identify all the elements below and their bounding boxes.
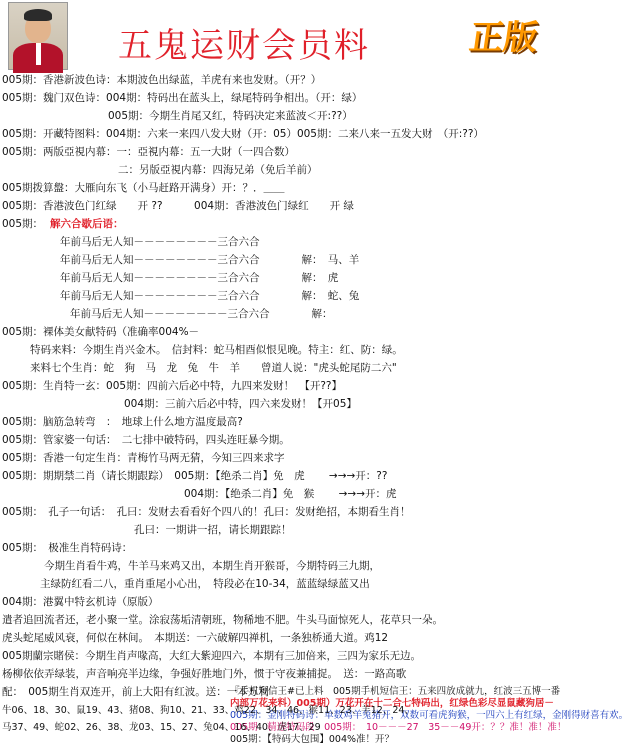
line: 005期：香港新波色诗：本期波色出绿蓝，羊虎有来也发财。（开？） bbox=[2, 74, 322, 86]
line: 005期：金刚特码诗：单数鸡羊兔猪开，双数可看虎狗猴，一四六上有红绿，金刚得财喜有欢。 bbox=[230, 710, 628, 721]
zodiac-numbers-row: 牛06、18、30、鼠19、43、猪08、狗10、21、33、鸡22、34、46、猴11、23、羊12、24、 bbox=[2, 705, 414, 716]
line: 005期： bbox=[2, 218, 44, 230]
line: 005期：生肖特一玄：005期：四前六后必中特，九四来发财！ 【开??】 bbox=[2, 380, 342, 392]
line: 年前马后无人知－－－－－－－－三合六合 解： 马、羊 bbox=[60, 254, 360, 266]
line: 005期：香港波色门红绿 开 ?? 004期：香港波色门绿红 开 绿 bbox=[2, 200, 354, 212]
line: 今期生肖看牛鸡，牛羊马来鸡又出，本期生肖开猴哥，今期特码三九期， bbox=[44, 560, 380, 572]
line: 005期：两版亞視内幕：一：亞視内幕：五一大財（一四合数） bbox=[2, 146, 296, 158]
line: 005期：开藏特图料：004期：六来一来四八发大财（开：05）005期：二来八来一五发大财 （开:??） bbox=[2, 128, 484, 140]
line: 年前马后无人知－－－－－－－－三合六合 解： 虎 bbox=[60, 272, 339, 284]
line: 005期拨算盤：大雁向东飞（小马赶路开满身）开：？．＿＿ bbox=[2, 182, 285, 194]
line: 杨柳依依弄绿装，声音响亮半边缘，争强好胜地门外，惯于守夜兼捕捉。 送：一路高歌 bbox=[2, 668, 407, 680]
line: 004期：三前六后必中特，四六来发财！【开05】 bbox=[124, 398, 357, 410]
line: 年前马后无人知－－－－－－－－三合六合 解： 蛇、兔 bbox=[60, 290, 360, 302]
line: 004期：港翼中特玄机诗（原版） bbox=[2, 596, 159, 608]
line: 来料七个生肖：蛇 狗 马 龙 兔 牛 羊 曾道人说："虎头蛇尾防二六" bbox=[30, 362, 397, 374]
line: 005期：裸体美女献特码（准确率004%－ bbox=[2, 326, 200, 338]
line: 005期：今期生肖尾又红，特码决定来蓝波＜开:??） bbox=[108, 110, 353, 122]
line: 虎头蛇尾威风衰，何似在林间。 本期送：一六破解四禅机，一条独桥通大道。鸡12 bbox=[2, 632, 389, 644]
genuine-badge: 正版 bbox=[466, 18, 541, 58]
line: 主绿防红看二八，重肖重尾小心出， 特段必在10-34，蓝蓝绿绿蓝又出 bbox=[40, 578, 370, 590]
line: 005期：脑筋急转弯 ： 地球上什么地方温度最高? bbox=[2, 416, 243, 428]
line: 年前马后无人知－－－－－－－－三合六合 bbox=[60, 236, 260, 248]
line: 005期：管家婆一句话： 二七排中破特码，四头连旺暴今期。 bbox=[2, 434, 290, 446]
line: 解六合歇后语： bbox=[50, 218, 124, 230]
line: 配： 005期生肖双连开，前上大阳有红波。送：一本万利 bbox=[2, 686, 269, 698]
line: 005期：魏门双色诗：004期：特码出在蓝头上，绿尾特码争相出。（开：绿） bbox=[2, 92, 363, 104]
line: 遣者追回流者还，老小聚一堂。涂寂荡垢清朝班，物稀地不肥。牛头马面惊死人，花草只一朵。 bbox=[2, 614, 443, 626]
line: 005期蘭宗賭侯：今期生肖声喙高，大红大紫迎四六，本期有三加倍来，三四为家乐无边。 bbox=[2, 650, 422, 662]
line: 005期：【特码大包围】004%准！开？ bbox=[230, 734, 395, 745]
line: 005期：精选特码段 005期： 10－－－27 35－－49开：？？准！准！准！ bbox=[230, 722, 567, 733]
line: 005期： 极准生肖特码诗： bbox=[2, 542, 133, 554]
line: 年前马后无人知－－－－－－－－三合六合 解： bbox=[70, 308, 333, 320]
line: 二：另版亞視内幕：四海兄弟（免后羊前） bbox=[118, 164, 318, 176]
line: 『手机短信王#已上料 005期手机短信王：五来四放成就九，红波三五博一番 bbox=[230, 686, 561, 697]
line: 内部万花来料）005期）万花开在十二合七特码出，红绿色彩尽显鼠藏狗居－ bbox=[230, 698, 554, 709]
line: 孔曰：一期讲一招，请长期跟踪！ bbox=[134, 524, 292, 536]
zodiac-numbers-row: 马37、49、蛇02、26、38、龙03、15、27、兔04、16、40、虎17、29 bbox=[2, 722, 321, 733]
line: 005期：期期禁二肖（请长期跟踪） 005期：【绝杀二肖】免 虎 →→→开：?? bbox=[2, 470, 388, 482]
line: 005期： 孔子一句话： 孔曰：发财去看看好个四八的！孔曰：发财绝招，本期看生肖！ bbox=[2, 506, 411, 518]
author-photo bbox=[8, 2, 68, 70]
line: 特码来料：今期生肖兴金木。 信封料：蛇马相酉似恨见晚。特主：红、防：绿。 bbox=[30, 344, 403, 356]
line: 004期：【绝杀二肖】免 猴 →→→开：虎 bbox=[184, 488, 397, 500]
line: 005期：香港一句定生肖：青梅竹马两无猜，今知三四来求字 bbox=[2, 452, 285, 464]
page-title: 五鬼运财会员料 bbox=[118, 26, 370, 66]
header bbox=[0, 0, 585, 70]
